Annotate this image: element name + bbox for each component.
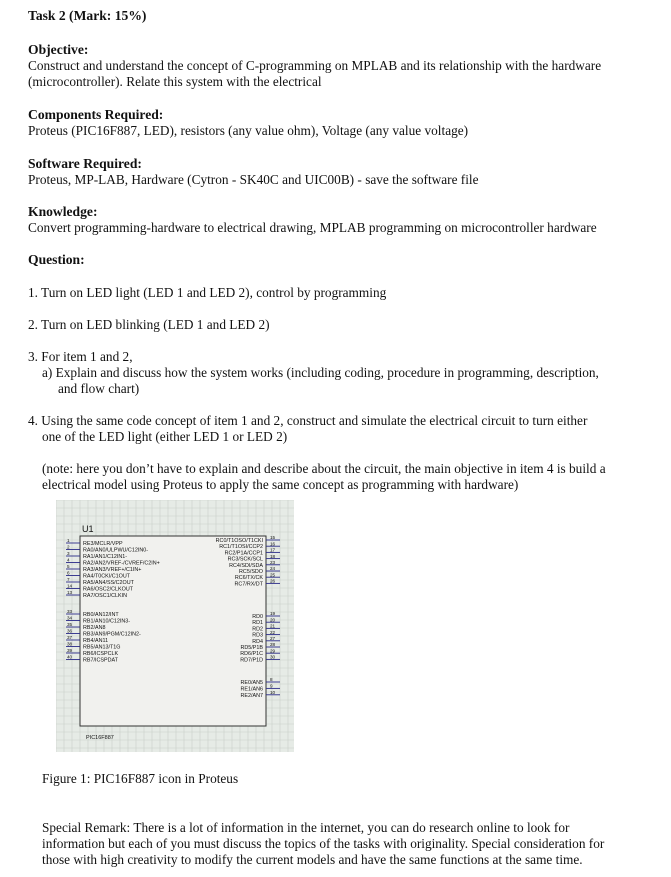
pin-label: RB1/AN10/C12IN3-	[83, 618, 131, 625]
pin-label: RC3/SCK/SCL	[227, 556, 263, 563]
pin-number: 36	[67, 628, 73, 634]
pin-number: 3	[67, 551, 70, 557]
pin-number: 26	[270, 578, 276, 584]
pin-label: RA1/AN1/C12IN1-	[83, 554, 128, 560]
pic16f887-schematic	[56, 500, 294, 752]
pin-label: RB2/AN8	[83, 625, 106, 631]
pin-number: 18	[270, 553, 276, 559]
pin-label: RA7/OSC1/CLKIN	[83, 593, 128, 599]
pin-number: 30	[270, 654, 276, 660]
pin-label: RA0/AN0/ULPWU/C12IN0-	[83, 547, 149, 554]
pin-number: 17	[270, 547, 276, 553]
components-text: Proteus (PIC16F887, LED), resistors (any value ohm), Voltage (any value voltage)	[28, 123, 469, 138]
pin-label: RA2/AN2/VREF-/CVREF/C2IN+	[83, 560, 160, 567]
pin-label: RD5/P1B	[240, 645, 263, 651]
components-heading: Components Required:	[28, 107, 164, 122]
objective-line-2: (microcontroller). Relate this system with the electrical	[28, 74, 322, 89]
pin-number: 4	[67, 557, 70, 563]
pin-label: RC2/P1A/CCP1	[224, 550, 263, 557]
question-4-line-2: one of the LED light (either LED 1 or LED 2)	[42, 429, 288, 444]
pin-label: RD0	[252, 614, 263, 620]
pin-label: RD4	[252, 638, 263, 645]
pin-number: 6	[67, 570, 70, 576]
pin-number: 28	[270, 642, 276, 648]
objective-line-1: Construct and understand the concept of C-programming on MPLAB and its relationship with the hardware	[28, 58, 602, 73]
pin-number: 9	[270, 683, 273, 689]
pin-number: 16	[270, 541, 276, 547]
pin-label: RD6/P1C	[240, 651, 263, 658]
question-3: 3. For item 1 and 2,	[28, 349, 133, 364]
task-title: Task 2 (Mark: 15%)	[28, 8, 147, 23]
pin-number: 34	[67, 615, 73, 621]
pin-number: 7	[67, 577, 70, 583]
pin-label: RB4/AN11	[83, 638, 109, 644]
chip-ref-label: U1	[82, 524, 94, 534]
pin-label: RD7/P1D	[240, 657, 263, 664]
pin-label: RA3/AN3/VREF+/C1IN+	[83, 567, 142, 573]
pin-number: 40	[67, 654, 73, 660]
pin-label: RC5/SDO	[239, 569, 263, 575]
pin-label: RC6/TX/CK	[234, 575, 263, 582]
pin-number: 5	[67, 564, 70, 570]
question-2: 2. Turn on LED blinking (LED 1 and LED 2)	[28, 317, 270, 332]
pin-number: 35	[67, 622, 73, 628]
schematic-drawing	[56, 500, 294, 752]
objective-heading: Objective:	[28, 42, 89, 57]
pin-number: 20	[270, 617, 276, 623]
pin-label: RD3	[252, 632, 263, 639]
pin-label: RE1/AN6	[240, 686, 263, 693]
pin-number: 25	[270, 572, 276, 578]
pin-label: RD1	[252, 620, 263, 627]
pin-label: RB0/AN12/INT	[83, 612, 119, 618]
pin-number: 1	[67, 538, 70, 544]
knowledge-text: Convert programming-hardware to electrical drawing, MPLAB programming on microcontroller hardware	[28, 220, 597, 235]
pin-number: 24	[270, 566, 276, 572]
pin-label: RA5/AN4/SS/C2OUT	[83, 580, 134, 586]
pin-label: RD2	[252, 626, 263, 633]
pin-number: 22	[270, 629, 276, 635]
pin-label: RE0/AN5	[240, 680, 263, 686]
pin-number: 15	[270, 535, 276, 541]
pin-label: RB5/AN13/T1G	[83, 644, 121, 651]
pin-number: 23	[270, 560, 276, 565]
pin-number: 29	[270, 648, 276, 654]
question-heading: Question:	[28, 252, 85, 267]
pin-label: RE2/AN7	[240, 692, 263, 699]
note-line-1: (note: here you don’t have to explain and describe about the circuit, the main objective in item 4 is build a	[42, 461, 606, 476]
question-3a-line-1: a) Explain and discuss how the system works (including coding, procedure in programming, description,	[42, 365, 599, 380]
question-4-line-1: 4. Using the same code concept of item 1 and 2, construct and simulate the electrical circuit to turn either	[28, 413, 588, 428]
pin-label: RB7/ICSPDAT	[83, 657, 118, 664]
pin-number: 27	[270, 636, 276, 641]
figure-caption: Figure 1: PIC16F887 icon in Proteus	[42, 771, 239, 786]
pin-number: 10	[270, 690, 276, 695]
pin-number: 8	[270, 677, 273, 683]
pin-number: 38	[67, 641, 73, 647]
question-3a-line-2: and flow chart)	[58, 381, 140, 396]
software-heading: Software Required:	[28, 156, 142, 171]
pin-label: RB3/AN9/PGM/C12IN2-	[83, 631, 141, 638]
pin-label: RC7/RX/DT	[234, 581, 263, 588]
chip-part-label: PIC16F887	[86, 735, 114, 741]
remark-line-1: Special Remark: There is a lot of information in the internet, you can do research online to look for	[42, 820, 570, 835]
pin-number: 14	[67, 583, 73, 589]
knowledge-heading: Knowledge:	[28, 204, 98, 219]
pin-label: RA6/OSC2/CLKOUT	[83, 586, 134, 593]
pin-label: RC1/T1OSI/CCP2	[219, 544, 263, 551]
pin-number: 19	[270, 611, 276, 617]
pin-number: 21	[270, 623, 276, 629]
question-1: 1. Turn on LED light (LED 1 and LED 2), control by programming	[28, 285, 387, 300]
pin-number: 13	[67, 590, 73, 596]
pin-label: RC0/T1OSO/T1CKI	[215, 538, 263, 544]
remark-line-2: information but each of you must discuss the topics of the tasks with originality. Special consideration for	[42, 836, 605, 851]
pin-label: RA4/T0CKI/C1OUT	[83, 573, 131, 580]
software-text: Proteus, MP-LAB, Hardware (Cytron - SK40C and UIC00B) - save the software file	[28, 172, 479, 187]
pin-label: RC4/SDI/SDA	[229, 562, 263, 569]
pin-number: 39	[67, 648, 73, 654]
pin-label: RB6/ICSPCLK	[83, 651, 119, 657]
remark-line-3: those with high creativity to modify the current models and have the same functions at the same time.	[42, 852, 583, 867]
pin-label: RE3/MCLR/VPP	[83, 541, 123, 547]
pin-number: 37	[67, 635, 73, 641]
pin-number: 33	[67, 609, 73, 615]
pin-number: 2	[67, 544, 70, 550]
note-line-2: electrical model using Proteus to apply the same concept as programming with hardware)	[42, 477, 519, 492]
